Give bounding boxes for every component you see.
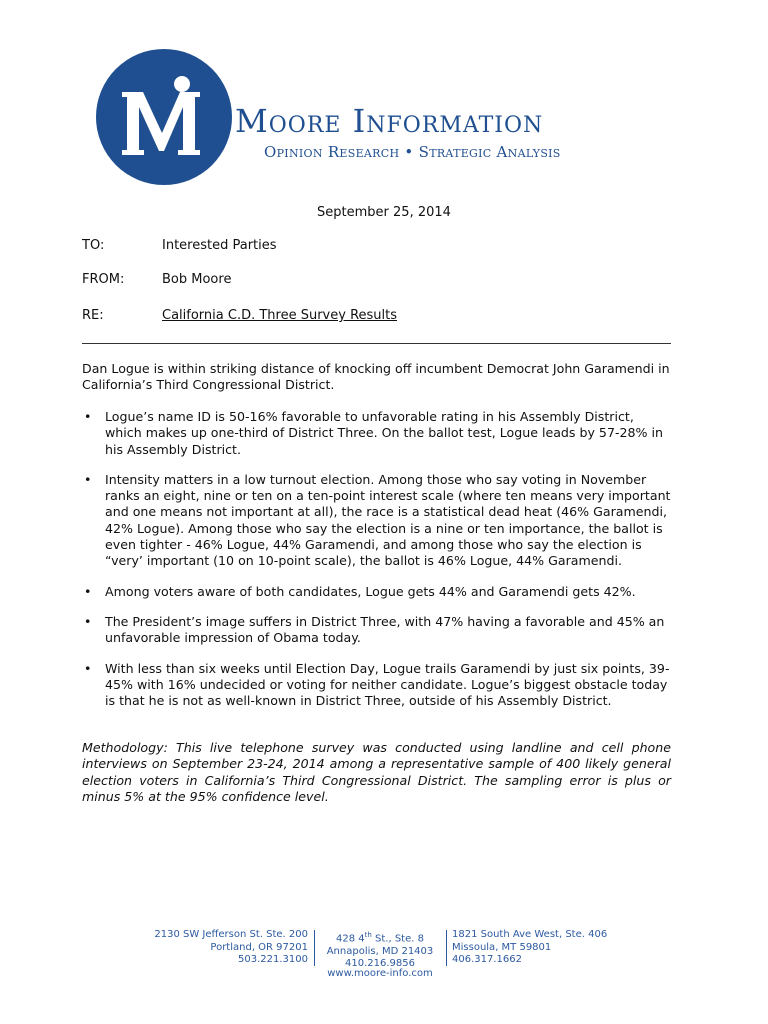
finding-text: Logue’s name ID is 50-16% favorable to unfavorable rating in his Assembly District, which makes up one-third of District Three. On the ballot test, Logue leads by 57-28% in his Assembly District. (105, 409, 663, 457)
portland-street: 2130 SW Jefferson St. Ste. 200 (154, 929, 308, 940)
findings-list (82, 409, 671, 709)
finding-text: Intensity matters in a low turnout election. Among those who say voting in November ranks an eight, nine or ten on a ten-point interest scale (where ten means very important and one means not important at all), the race is a statistical dead heat (46% Garamendi, 42% Logue). Among those who say the election is a nine or ten importance, the ballot is even tighter - 46% Logue, 44% Garamendi, and among those who say the election is “very’ important (10 on 10-point scale), the ballot is 46% Logue, 44% Garamendi. (105, 471, 671, 569)
finding-item (82, 472, 671, 570)
portland-city: Portland, OR 97201 (210, 941, 308, 953)
finding-item (82, 614, 671, 647)
website-link[interactable]: www.moore-info.com (327, 968, 433, 979)
footer-divider (446, 930, 447, 966)
header-divider (82, 343, 671, 344)
finding-item (82, 409, 671, 458)
finding-item (82, 661, 671, 710)
bullet-icon: • (84, 583, 92, 599)
annapolis-city: Annapolis, MD 21403 (326, 945, 434, 957)
finding-text: The President’s image suffers in District Three, with 47% having a favorable and 45% an unfavorable impression of Obama today. (105, 613, 665, 646)
memo-subject: California C.D. Three Survey Results (162, 308, 398, 323)
footer-divider (314, 930, 315, 966)
logo-mark (96, 49, 232, 185)
intro-paragraph: Dan Logue is within striking distance of knocking off incumbent Democrat John Garamendi in California’s Third Congressional District. (82, 361, 670, 393)
finding-text: With less than six weeks until Election Day, Logue trails Garamendi by just six points, 39-45% with 16% undecided or voting for neither candidate. Logue’s biggest obstacle today is that he is not as well-known in District Three, outside of his Assembly District. (105, 660, 670, 709)
bullet-icon: • (84, 471, 92, 487)
bullet-icon: • (84, 409, 92, 424)
missoula-city: Missoula, MT 59801 (452, 941, 552, 953)
memo-date: September 25, 2014 (317, 205, 451, 220)
memo-from-value: Bob Moore (162, 272, 232, 287)
company-logo (96, 49, 232, 185)
memo-from-label: FROM: (82, 272, 125, 287)
bullet-icon: • (84, 613, 92, 629)
missoula-street: 1821 South Ave West, Ste. 406 (452, 929, 608, 940)
annapolis-office (318, 929, 442, 971)
annapolis-street: 428 4th St., Ste. 8 (336, 931, 424, 945)
methodology-note: Methodology: This live telephone survey was conducted using landline and cell phone interviews on September 23-24, 2014 among a representative sample of 400 likely general election voters in California’s Third Congressional District. The sampling error is plus or minus 5% at the 95% confidence level. (82, 740, 671, 804)
brand-tagline: Opinion Research • Strategic Analysis (264, 143, 561, 161)
finding-item (82, 584, 671, 600)
memo-to-label: TO: (82, 238, 105, 253)
finding-text: Among voters aware of both candidates, Logue gets 44% and Garamendi gets 42%. (105, 583, 636, 599)
portland-phone: 503.221.3100 (238, 954, 308, 965)
brand-name: Moore Information (235, 102, 544, 140)
missoula-phone: 406.317.1662 (452, 954, 522, 965)
bullet-icon: • (84, 660, 92, 676)
annapolis-phone: 410.216.9856 (345, 958, 415, 970)
portland-office (120, 929, 308, 967)
memo-to-value: Interested Parties (162, 238, 277, 253)
memo-re-label: RE: (82, 308, 104, 323)
missoula-office (452, 929, 652, 967)
